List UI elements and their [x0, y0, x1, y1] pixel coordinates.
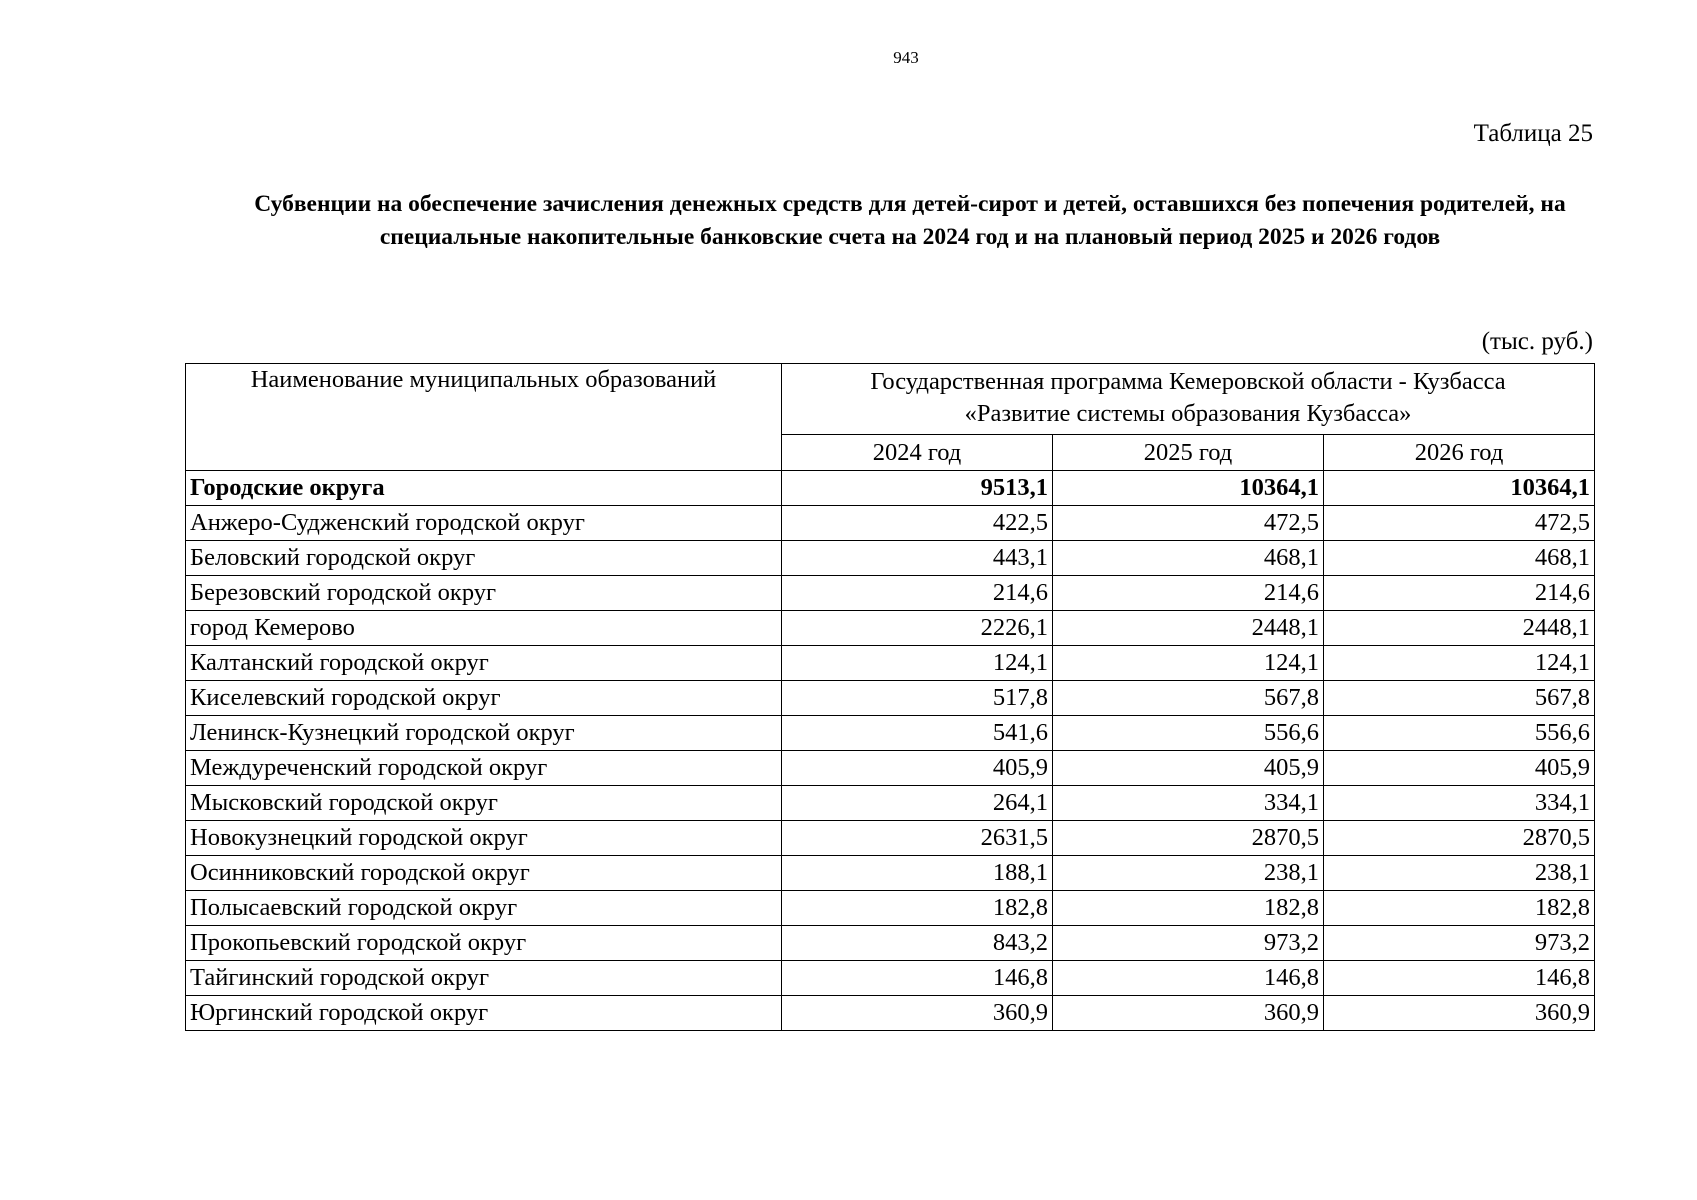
- table-row: [186, 506, 1595, 541]
- table-label: Таблица 25: [1473, 120, 1593, 147]
- cell-value-2025: 2870,5: [1053, 821, 1324, 856]
- cell-municipality-name: Калтанский городской округ: [186, 646, 782, 681]
- cell-municipality-name: город Кемерово: [186, 611, 782, 646]
- cell-value-2024: 182,8: [782, 891, 1053, 926]
- cell-value-2024: 2226,1: [782, 611, 1053, 646]
- table-row: [186, 576, 1595, 611]
- cell-value-2024: 843,2: [782, 926, 1053, 961]
- header-year-2026: 2026 год: [1324, 435, 1595, 471]
- cell-value-2025: 405,9: [1053, 751, 1324, 786]
- cell-value-2025: 146,8: [1053, 961, 1324, 996]
- cell-value-2025: 334,1: [1053, 786, 1324, 821]
- cell-value-2026: 468,1: [1324, 541, 1595, 576]
- cell-value-2024: 422,5: [782, 506, 1053, 541]
- cell-municipality-name: Мысковский городской округ: [186, 786, 782, 821]
- cell-value-2025: 468,1: [1053, 541, 1324, 576]
- header-row-program: [186, 364, 1595, 435]
- cell-value-2025: 10364,1: [1053, 471, 1324, 506]
- cell-municipality-name: Осинниковский городской округ: [186, 856, 782, 891]
- cell-value-2026: 2870,5: [1324, 821, 1595, 856]
- cell-value-2024: 264,1: [782, 786, 1053, 821]
- cell-value-2026: 124,1: [1324, 646, 1595, 681]
- cell-municipality-name: Полысаевский городской округ: [186, 891, 782, 926]
- header-program-line2: «Развитие системы образования Кузбасса»: [964, 400, 1412, 427]
- table-row: [186, 891, 1595, 926]
- table-row: [186, 611, 1595, 646]
- page-number: 943: [893, 48, 919, 67]
- header-municipality-name: Наименование муниципальных образований: [186, 364, 782, 471]
- cell-value-2025: 214,6: [1053, 576, 1324, 611]
- cell-value-2026: 238,1: [1324, 856, 1595, 891]
- cell-municipality-name: Ленинск-Кузнецкий городской округ: [186, 716, 782, 751]
- table-row: [186, 646, 1595, 681]
- header-year-2025: 2025 год: [1053, 435, 1324, 471]
- table-row: [186, 751, 1595, 786]
- cell-value-2026: 556,6: [1324, 716, 1595, 751]
- cell-value-2025: 567,8: [1053, 681, 1324, 716]
- cell-value-2026: 334,1: [1324, 786, 1595, 821]
- cell-municipality-name: Беловский городской округ: [186, 541, 782, 576]
- header-state-program: [782, 364, 1595, 435]
- table-body: [186, 471, 1595, 1031]
- cell-municipality-name: Междуреченский городской округ: [186, 751, 782, 786]
- table-row: [186, 541, 1595, 576]
- header-program-line1: Государственная программа Кемеровской области - Кузбасса: [870, 368, 1506, 395]
- cell-value-2024: 9513,1: [782, 471, 1053, 506]
- cell-value-2026: 360,9: [1324, 996, 1595, 1031]
- cell-municipality-name: Юргинский городской округ: [186, 996, 782, 1031]
- cell-value-2025: 2448,1: [1053, 611, 1324, 646]
- cell-value-2024: 146,8: [782, 961, 1053, 996]
- cell-value-2026: 146,8: [1324, 961, 1595, 996]
- cell-value-2026: 973,2: [1324, 926, 1595, 961]
- cell-value-2025: 238,1: [1053, 856, 1324, 891]
- cell-value-2024: 214,6: [782, 576, 1053, 611]
- cell-value-2026: 2448,1: [1324, 611, 1595, 646]
- cell-value-2026: 10364,1: [1324, 471, 1595, 506]
- cell-value-2026: 214,6: [1324, 576, 1595, 611]
- cell-value-2025: 124,1: [1053, 646, 1324, 681]
- cell-value-2024: 541,6: [782, 716, 1053, 751]
- table-header: [186, 364, 1595, 471]
- table-row: [186, 716, 1595, 751]
- cell-municipality-name: Новокузнецкий городской округ: [186, 821, 782, 856]
- units-label: (тыс. руб.): [1481, 328, 1593, 355]
- cell-value-2024: 443,1: [782, 541, 1053, 576]
- cell-municipality-name: Березовский городской округ: [186, 576, 782, 611]
- cell-municipality-name: Прокопьевский городской округ: [186, 926, 782, 961]
- table-row: [186, 926, 1595, 961]
- table-row: [186, 821, 1595, 856]
- cell-municipality-name: Анжеро-Судженский городской округ: [186, 506, 782, 541]
- cell-value-2026: 182,8: [1324, 891, 1595, 926]
- cell-value-2024: 124,1: [782, 646, 1053, 681]
- cell-value-2026: 567,8: [1324, 681, 1595, 716]
- cell-municipality-name: Киселевский городской округ: [186, 681, 782, 716]
- cell-municipality-name: Городские округа: [186, 471, 782, 506]
- table-row: [186, 786, 1595, 821]
- cell-value-2026: 405,9: [1324, 751, 1595, 786]
- cell-value-2024: 188,1: [782, 856, 1053, 891]
- table-row: [186, 961, 1595, 996]
- document-title: Субвенции на обеспечение зачисления денежных средств для детей-сирот и детей, оставшихся без попечения родителей, на специальные накопительные банковские счета на 2024 год и на плановый период 2025 и 2026 годов: [254, 191, 1566, 250]
- cell-value-2024: 2631,5: [782, 821, 1053, 856]
- cell-value-2024: 360,9: [782, 996, 1053, 1031]
- cell-municipality-name: Тайгинский городской округ: [186, 961, 782, 996]
- cell-value-2024: 405,9: [782, 751, 1053, 786]
- cell-value-2025: 556,6: [1053, 716, 1324, 751]
- subventions-table: [185, 363, 1595, 1031]
- cell-value-2025: 360,9: [1053, 996, 1324, 1031]
- table-row-total: [186, 471, 1595, 506]
- cell-value-2025: 472,5: [1053, 506, 1324, 541]
- cell-value-2024: 517,8: [782, 681, 1053, 716]
- header-year-2024: 2024 год: [782, 435, 1053, 471]
- cell-value-2025: 973,2: [1053, 926, 1324, 961]
- table-row: [186, 856, 1595, 891]
- table-row: [186, 996, 1595, 1031]
- cell-value-2026: 472,5: [1324, 506, 1595, 541]
- cell-value-2025: 182,8: [1053, 891, 1324, 926]
- table-row: [186, 681, 1595, 716]
